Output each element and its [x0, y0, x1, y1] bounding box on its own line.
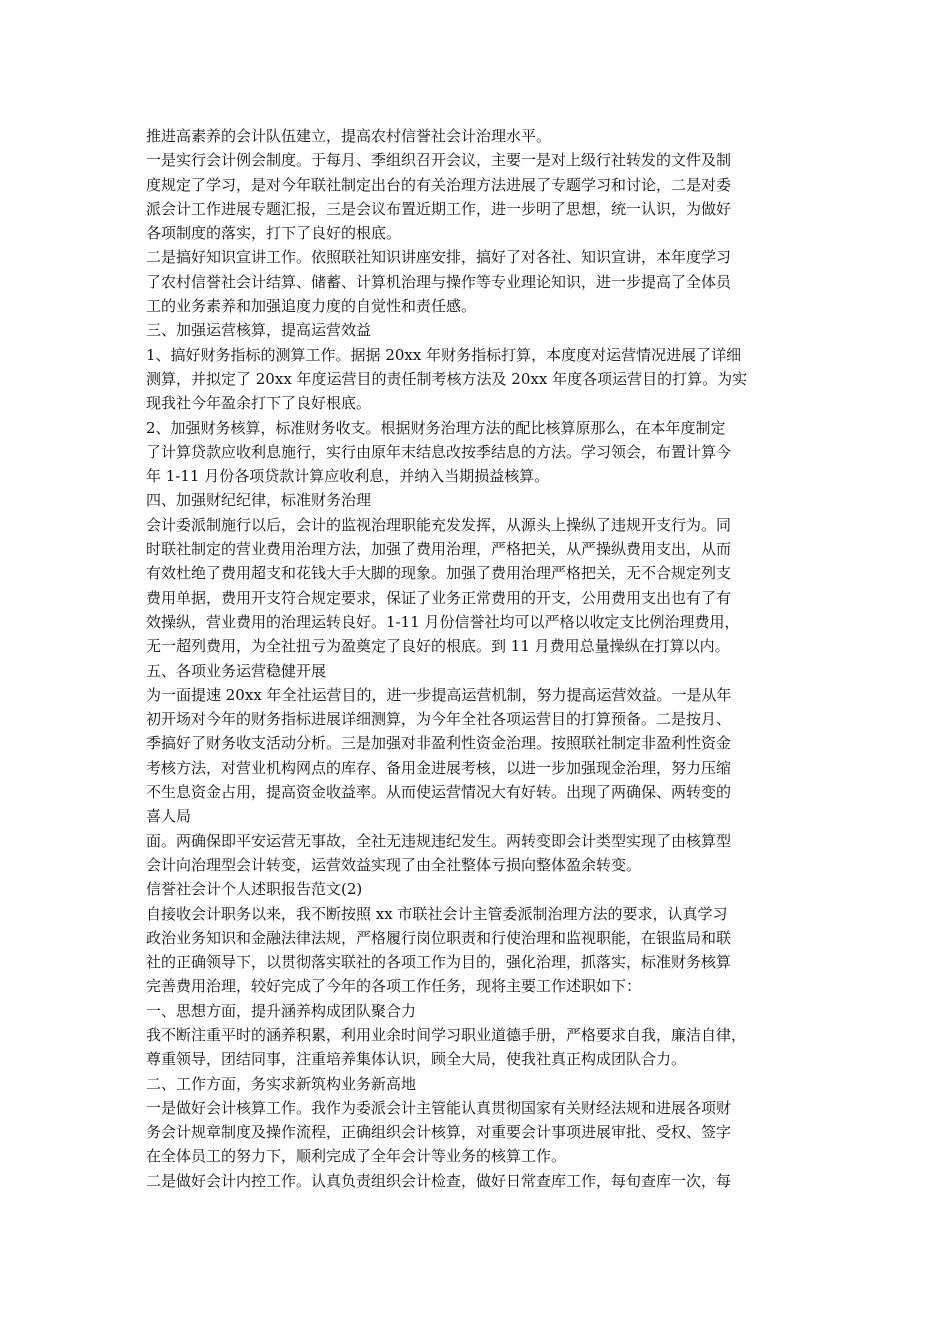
- text-line: 务会计规章制度及操作流程，正确组织会计核算，对重要会计事项进展审批、受权、签字: [146, 1123, 732, 1142]
- text-line: 政治业务知识和金融法律法规，严格履行岗位职责和行使治理和监视职能，在银监局和联: [146, 928, 732, 947]
- text-line: 二是做好会计内控工作。认真负责组织会计检查，做好日常查库工作，每旬查库一次，每: [146, 1171, 732, 1190]
- text-line: 自接收会计职务以来，我不断按照 xx 市联社会计主管委派制治理方法的要求，认真学习: [146, 904, 728, 923]
- text-line: 2、加强财务核算，标准财务收支。根据财务治理方法的配比核算原那么，在本年度制定: [146, 418, 726, 437]
- text-line: 会计委派制施行以后，会计的监视治理职能充发发挥，从源头上操纵了违规开支行为。同: [146, 515, 732, 534]
- text-line: 时联社制定的营业费用治理方法，加强了费用治理，严格把关，从严操纵费用支出，从而: [146, 540, 732, 559]
- text-line: 各项制度的落实，打下了良好的根底。: [146, 224, 402, 243]
- text-line: 有效杜绝了费用超支和花钱大手大脚的现象。加强了费用治理严格把关，无不合规定列支: [146, 564, 732, 583]
- text-line: 派会计工作进展专题汇报，三是会议布置近期工作，进一步明了思想，统一认识，为做好: [146, 199, 732, 218]
- text-line: 一、思想方面，提升涵养构成团队聚合力: [146, 1001, 417, 1020]
- text-line: 了农村信誉社会计结算、储蓄、计算机治理与操作等专业理论知识，进一步提高了全体员: [146, 272, 732, 291]
- text-line: 不生息资金占用，提高资金收益率。从而使运营情况大有好转。出现了两确保、两转变的: [146, 783, 732, 802]
- text-line: 测算，并拟定了 20xx 年度运营目的责任制考核方法及 20xx 年度各项运营目的打算。为实: [146, 369, 748, 388]
- text-line: 信誉社会计个人述职报告范文(2): [146, 880, 363, 899]
- text-line: 我不断注重平时的涵养积累，利用业余时间学习职业道德手册，严格要求自我，廉洁自律，: [146, 1025, 747, 1044]
- text-line: 会计向治理型会计转变，运营效益实现了由全社整体亏损向整体盈余转变。: [146, 855, 642, 874]
- text-line: 五、各项业务运营稳健开展: [146, 661, 327, 680]
- text-line: 费用单据，费用开支符合规定要求，保证了业务正常费用的开支，公用费用支出也有了有: [146, 588, 732, 607]
- text-line: 一是做好会计核算工作。我作为委派会计主管能认真贯彻国家有关财经法规和进展各项财: [146, 1098, 732, 1117]
- text-line: 效操纵，营业费用的治理运转良好。1-11 月份信誉社均可以严格以收定支比例治理费用，: [146, 612, 740, 631]
- text-line: 在全体员工的努力下，顺利完成了全年会计等业务的核算工作。: [146, 1147, 567, 1166]
- text-line: 工的业务素养和加强追度力度的自觉性和责任感。: [146, 297, 477, 316]
- text-line: 三、加强运营核算，提高运营效益: [146, 321, 372, 340]
- text-line: 社的正确领导下，以贯彻落实联社的各项工作为目的，强化治理，抓落实，标准财务核算: [146, 953, 732, 972]
- text-line: 年 1-11 月份各项贷款计算应收利息，并纳入当期损益核算。: [146, 467, 550, 486]
- text-line: 初开场对今年的财务指标进展详细测算，为今年全社各项运营目的打算预备。二是按月、: [146, 710, 732, 729]
- text-line: 考核方法，对营业机构网点的库存、备用金进展考核，以进一步加强现金治理，努力压缩: [146, 758, 732, 777]
- text-line: 面。两确保即平安运营无事故，全社无违规违纪发生。两转变即会计类型实现了由核算型: [146, 831, 732, 850]
- text-line: 推进高素养的会计队伍建立，提高农村信誉社会计治理水平。: [146, 127, 552, 145]
- text-line: 二、工作方面，务实求新筑构业务新高地: [146, 1074, 417, 1093]
- text-line: 无一超列费用，为全社扭亏为盈奠定了良好的根底。到 11 月费用总量操纵在打算以内。: [146, 637, 730, 656]
- text-line: 现我社今年盈余打下了良好根底。: [146, 394, 372, 413]
- text-line: 一是实行会计例会制度。于每月、季组织召开会议，主要一是对上级行社转发的文件及制: [146, 151, 732, 170]
- text-line: 完善费用治理，较好完成了今年的各项工作任务，现将主要工作述职如下：: [146, 977, 642, 996]
- document-body: [146, 124, 814, 1193]
- text-line: 二是搞好知识宣讲工作。依照联社知识讲座安排，搞好了对各社、知识宣讲，本年度学习: [146, 248, 732, 267]
- text-line: 1、搞好财务指标的测算工作。据据 20xx 年财务指标打算，本度度对运营情况进展了详细: [146, 345, 742, 364]
- text-line: 尊重领导，团结同事，注重培养集体认识，顾全大局，使我社真正构成团队合力。: [146, 1050, 687, 1069]
- text-line: 度规定了学习，是对今年联社制定出台的有关治理方法进展了专题学习和讨论，二是对委: [146, 175, 732, 194]
- text-line: 了计算贷款应收利息施行，实行由原年末结息改按季结息的方法。学习领会，布置计算今: [146, 442, 732, 461]
- text-line: 为一面提速 20xx 年全社运营目的，进一步提高运营机制，努力提高运营效益。一是从年: [146, 685, 732, 704]
- text-line: 四、加强财纪纪律，标准财务治理: [146, 491, 372, 510]
- text-line: 季搞好了财务收支活动分析。三是加强对非盈利性资金治理。按照联社制定非盈利性资金: [146, 734, 732, 753]
- text-line: 喜人局: [146, 807, 192, 826]
